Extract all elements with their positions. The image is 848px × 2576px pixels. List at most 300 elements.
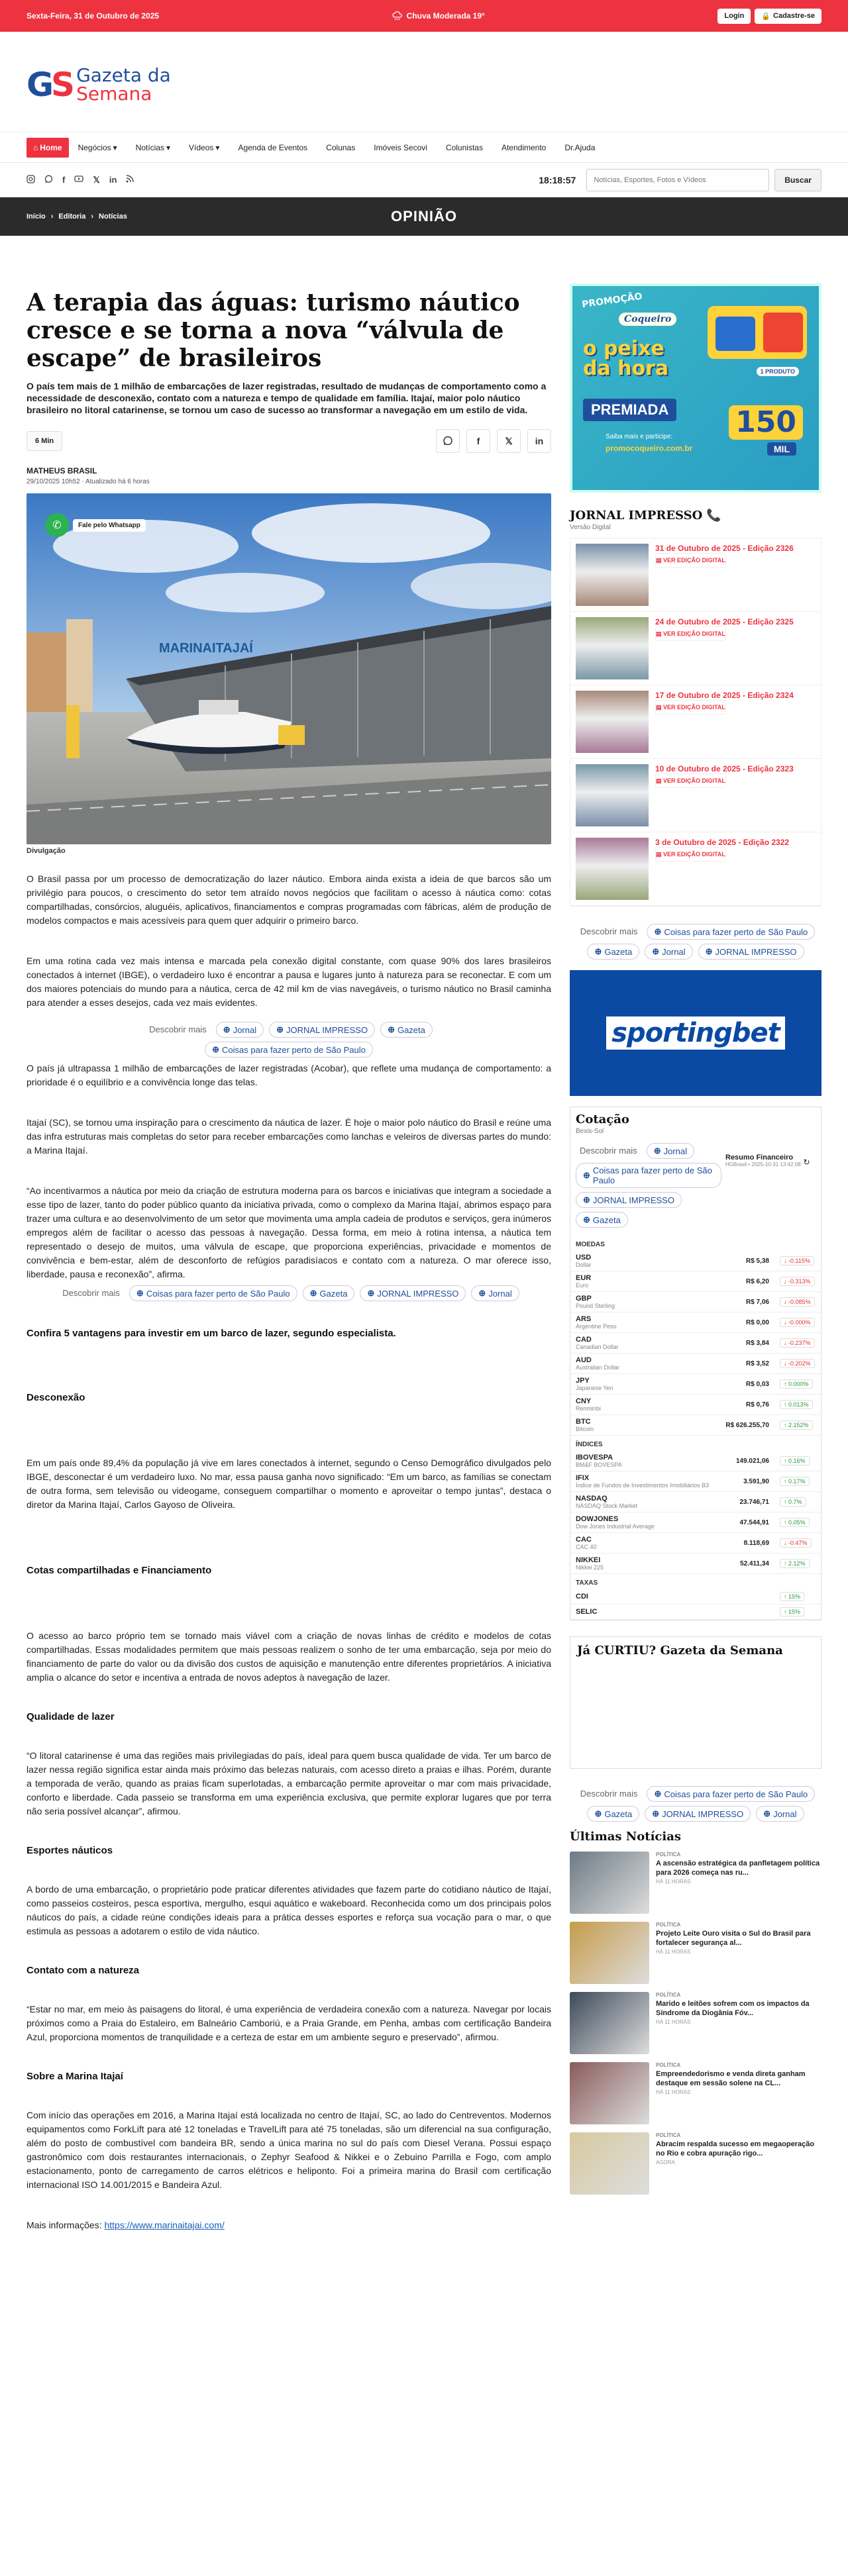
quote-value: R$ 5,38 <box>672 1251 774 1271</box>
article-body <box>26 872 551 2232</box>
nav-item-dr-ajuda[interactable] <box>555 138 604 158</box>
rss-icon[interactable] <box>126 175 134 185</box>
quote-change-value: 0.7% <box>788 1499 802 1505</box>
nav-item-label: Agenda de Eventos <box>238 142 308 152</box>
share-linkedin-icon[interactable]: in <box>527 429 551 453</box>
quote-value: R$ 0,03 <box>672 1374 774 1395</box>
share-facebook-icon[interactable]: f <box>466 429 490 453</box>
refresh-icon[interactable]: ↻ <box>803 1158 810 1167</box>
quote-change-value: -0.47% <box>788 1540 808 1546</box>
news-headline: Projeto Leite Ouro visita o Sul do Brasil para fortalecer segurança al... <box>656 1930 811 1947</box>
edition-info <box>655 838 816 900</box>
signup-button[interactable] <box>755 9 822 24</box>
quote-name-cell <box>570 1374 672 1395</box>
discover-chip-label: Coisas para fazer perto de São Paulo <box>592 1165 712 1185</box>
nav-item-colunistas[interactable] <box>437 138 492 158</box>
quote-value: R$ 3,52 <box>672 1354 774 1374</box>
nav-item-atendimento[interactable] <box>492 138 555 158</box>
site-logo[interactable] <box>26 66 822 103</box>
discover-chip-label: Jornal <box>663 1146 688 1156</box>
quote-change-cell <box>774 1533 821 1554</box>
breadcrumb-editoria[interactable]: Editoria <box>58 213 86 221</box>
news-headline: A ascensão estratégica da panfletagem política para 2026 começa nas ru... <box>656 1859 820 1877</box>
quote-change <box>780 1518 810 1527</box>
taxas-label: TAXAS <box>576 1579 598 1587</box>
quote-value: 8.118,69 <box>727 1533 774 1554</box>
social-search-bar <box>0 163 848 197</box>
jornal-subtitle: Versão Digital <box>570 524 611 531</box>
discover-more-cotacao <box>576 1143 721 1228</box>
edition-thumbnail[interactable] <box>576 838 649 900</box>
cotacao-subtitle: Bexis-Sol <box>576 1128 604 1135</box>
quote-row <box>570 1451 821 1471</box>
quote-change-cell <box>774 1395 821 1415</box>
section-strip <box>0 197 848 236</box>
quote-value: 149.021,06 <box>727 1451 774 1471</box>
quote-row <box>570 1492 821 1512</box>
section-heading: Esportes náuticos <box>26 1845 113 1856</box>
discover-chip[interactable] <box>647 924 815 940</box>
plus-icon: ⊕ <box>478 1288 486 1298</box>
view-edition-button[interactable] <box>655 553 726 568</box>
moedas-table <box>570 1251 821 1436</box>
quote-change-value: -0.237% <box>788 1340 811 1346</box>
quote-row <box>570 1354 821 1374</box>
search-button[interactable]: Buscar <box>774 169 822 191</box>
edition-title[interactable]: 3 de Outubro de 2025 - Edição 2322 <box>655 838 790 847</box>
news-category: POLÍTICA <box>656 1922 681 1928</box>
view-edition-label: VER EDIÇÃO DIGITAL <box>663 630 725 637</box>
news-category: POLÍTICA <box>656 2062 681 2068</box>
quote-name-cell <box>570 1271 672 1292</box>
nav-item-agenda-de-eventos[interactable] <box>229 138 317 158</box>
ad-banner-sportingbet[interactable] <box>570 970 822 1096</box>
discover-chip[interactable] <box>647 1143 694 1159</box>
share-x-icon[interactable]: 𝕏 <box>497 429 521 453</box>
discover-chip[interactable] <box>303 1285 355 1301</box>
view-edition-label: VER EDIÇÃO DIGITAL <box>663 704 725 711</box>
quote-code: USD <box>576 1254 592 1262</box>
facebook-icon[interactable]: f <box>62 174 66 185</box>
arrow-up-icon: ↑ <box>784 1593 789 1600</box>
news-text <box>656 1852 822 1914</box>
edition-title[interactable]: 24 de Outubro de 2025 - Edição 2325 <box>655 617 794 626</box>
quote-change <box>780 1318 815 1327</box>
quote-name-cell <box>570 1451 727 1471</box>
arrow-down-icon: ↓ <box>784 1540 789 1546</box>
quote-name-cell <box>570 1251 672 1271</box>
quote-change-cell <box>774 1471 821 1492</box>
discover-more-label: Descobrir mais <box>580 1789 638 1799</box>
plus-icon: ⊕ <box>653 1146 661 1156</box>
login-button[interactable]: Login <box>717 9 751 24</box>
quote-change <box>780 1477 810 1486</box>
news-item[interactable] <box>570 2132 822 2195</box>
discover-chip-label: Coisas para fazer perto de São Paulo <box>222 1044 366 1055</box>
quote-code: SELIC <box>576 1608 598 1616</box>
arrow-up-icon: ↑ <box>784 1422 789 1428</box>
quote-name: Australian Dollar <box>576 1364 620 1371</box>
discover-more-sidebar-b <box>570 1786 822 1822</box>
plus-icon: ⊕ <box>583 1214 590 1224</box>
edition-thumbnail[interactable] <box>576 544 649 606</box>
marina-link[interactable]: https://www.marinaitajai.com/ <box>104 2220 225 2230</box>
discover-chip-label: JORNAL IMPRESSO <box>592 1195 674 1205</box>
discover-chip-label: Jornal <box>662 946 686 957</box>
nav-item-not-cias[interactable] <box>127 138 180 158</box>
edition-thumbnail[interactable] <box>576 617 649 679</box>
jornal-title: JORNAL IMPRESSO 📞 <box>570 509 721 522</box>
quote-name: Índice de Fundos de Investimentos Imobiliários B3 <box>576 1482 710 1489</box>
article-main <box>26 236 551 2232</box>
quote-value: R$ 6,20 <box>672 1271 774 1292</box>
nav-item-colunas[interactable] <box>317 138 364 158</box>
discover-chip[interactable] <box>471 1285 519 1301</box>
quote-change-cell <box>774 1313 821 1333</box>
quote-row <box>570 1605 821 1620</box>
quote-change <box>780 1338 815 1348</box>
news-category: POLÍTICA <box>656 1992 681 1998</box>
article-author: MATHEUS BRASIL <box>26 466 97 475</box>
quote-name: Canadian Dollar <box>576 1344 619 1350</box>
doc-icon: ▤ <box>656 704 664 711</box>
news-time: HÁ 11 HORAS <box>656 2089 691 2095</box>
view-edition-button[interactable] <box>655 626 726 641</box>
youtube-icon[interactable] <box>74 175 83 185</box>
discover-chip[interactable] <box>587 1806 639 1822</box>
arrow-up-icon: ↑ <box>784 1609 789 1615</box>
quote-change <box>780 1359 815 1368</box>
quote-change-cell <box>774 1512 821 1533</box>
building-sign: MARINAITAJAÍ <box>159 641 253 656</box>
edition-title[interactable]: 17 de Outubro de 2025 - Edição 2324 <box>655 691 794 700</box>
quote-code: CDI <box>576 1593 588 1601</box>
quote-name-cell <box>570 1313 672 1333</box>
chevron-down-icon: ▾ <box>166 142 171 152</box>
quote-value: 47.544,91 <box>727 1512 774 1533</box>
doc-icon: ▤ <box>656 777 664 784</box>
discover-more-label: Descobrir mais <box>580 926 638 936</box>
photo-caption: Divulgação <box>26 847 66 855</box>
logo-wordmark: Gazeta da Semana <box>76 64 171 105</box>
section-heading: Desconexão <box>26 1392 85 1403</box>
read-time-badge: 6 Min <box>26 431 62 451</box>
nav-item-im-veis-secovi[interactable] <box>364 138 437 158</box>
news-category: POLÍTICA <box>656 1852 681 1858</box>
plus-icon: ⊕ <box>136 1288 144 1298</box>
quote-code: CNY <box>576 1397 592 1405</box>
quote-row <box>570 1313 821 1333</box>
news-headline: Marido e leitões sofrem com os impactos da Síndrome da Diogânia Fóv... <box>656 2000 810 2017</box>
quote-name: CAC 40 <box>576 1544 597 1550</box>
view-edition-button[interactable] <box>655 700 726 715</box>
nav-item-label: Colunistas <box>445 142 483 152</box>
quote-change <box>780 1607 804 1616</box>
plus-icon: ⊕ <box>309 1288 317 1298</box>
paragraph: Em um país onde 89,4% da população já vive em lares conectados à internet, segundo o Censo Demográfico divulgados pelo IBGE, desconectar é um verdadeiro luxo. No mar, essa pausa ganha novo significado: “Em um barco, as famílias se conectam de outra forma, sem televisão ou videogame, conseguem compartilhar o momento e aproveitar o tempo juntas”, destaca o diretor da Marina Itajaí, Carlos Gayoso de Oliveira. <box>26 1458 551 1510</box>
discover-chip-label: Gazeta <box>592 1214 621 1225</box>
quote-change-cell <box>774 1605 821 1620</box>
discover-chip[interactable] <box>645 944 692 960</box>
discover-chip[interactable] <box>576 1163 721 1188</box>
discover-chip[interactable] <box>129 1285 297 1301</box>
discover-chip[interactable] <box>647 1786 815 1802</box>
quote-code: IBOVESPA <box>576 1454 613 1461</box>
chevron-down-icon: ▾ <box>113 142 117 152</box>
quote-value <box>723 1589 774 1605</box>
weather-widget <box>392 11 485 21</box>
quote-code: EUR <box>576 1274 592 1282</box>
section-heading: Contato com a natureza <box>26 1965 140 1976</box>
breadcrumb-home[interactable]: Início <box>26 213 46 221</box>
quote-code: NIKKEI <box>576 1556 601 1564</box>
edition-title[interactable]: 10 de Outubro de 2025 - Edição 2323 <box>655 764 794 773</box>
paragraph: O acesso ao barco próprio tem se tornado mais viável com a criação de novas linhas de crédito e modelos de cotas compartilhadas. Essas modalidades permitem que mais pessoas realizem o sonho de ter uma embarcação, seja por meio do financiamento de parte do valor ou da divisão dos custos de aquisição e manutenção entre diferentes proprietários. A iniciativa amplia o alcance do setor e incentiva a entrada de novos adeptos à navegação de lazer. <box>26 1630 551 1683</box>
quote-change-cell <box>774 1492 821 1512</box>
news-time: AGORA <box>656 2159 675 2165</box>
discover-chip[interactable] <box>216 1022 264 1038</box>
paragraph: A bordo de uma embarcação, o proprietário pode praticar diferentes atividades que fazem parte do cotidiano náutico de Itajaí, como passeios costeiros, pesca esportiva, mergulho, esqui aquático e wakeboard. Reconhecida como um dos principais polos náuticos do país, a cidade reúne condições ideais para a prática desses esportes e reforça sua vocação para o mar, o que estimula as pessoas a adotarem o estilo de vida náutico. <box>26 1884 551 1936</box>
discover-chip[interactable] <box>360 1285 466 1301</box>
quote-code: CAC <box>576 1536 592 1544</box>
edition-info <box>655 764 816 826</box>
plus-icon: ⊕ <box>367 1288 375 1298</box>
linkedin-icon[interactable]: in <box>109 174 117 185</box>
view-edition-button[interactable] <box>655 773 726 788</box>
discover-more-label: Descobrir mais <box>580 1146 637 1156</box>
plus-icon: ⊕ <box>276 1024 284 1034</box>
discover-chip-label: JORNAL IMPRESSO <box>286 1024 368 1035</box>
quote-change-cell <box>774 1374 821 1395</box>
main-nav <box>0 132 848 163</box>
edition-info <box>655 617 816 679</box>
x-twitter-icon[interactable]: 𝕏 <box>93 174 100 185</box>
discover-chip[interactable] <box>269 1022 375 1038</box>
quote-change-cell <box>774 1589 821 1605</box>
quote-change-value: 15% <box>788 1609 801 1615</box>
whatsapp-label: Fale pelo Whatsapp <box>73 519 146 532</box>
plus-icon: ⊕ <box>594 946 602 956</box>
news-thumbnail <box>570 1852 649 1914</box>
quote-value: 52.411,34 <box>727 1554 774 1574</box>
paragraph: Em uma rotina cada vez mais intensa e marcada pela conexão digital constante, com quase 90% dos lares brasileiros conectados à internet (IBGE), o verdadeiro luxo é encontrar a pausa e lugares junto à natureza para se reconectar. E com um dos maiores potenciais do mundo para a náutica, cerca de 42 mil km de vias navegáveis, o turismo náutico no Brasil caminha para atender a esses desejos, cada vez mais evidentes. <box>26 956 551 1008</box>
view-edition-label: VER EDIÇÃO DIGITAL <box>663 557 725 564</box>
discover-chip[interactable] <box>576 1192 682 1208</box>
news-item[interactable] <box>570 1852 822 1914</box>
discover-chip-label: Coisas para fazer perto de São Paulo <box>146 1288 290 1299</box>
quote-code: BTC <box>576 1418 591 1426</box>
home-icon: ⌂ <box>33 142 38 152</box>
quote-name: Renminbi <box>576 1405 602 1412</box>
news-text <box>656 2132 822 2195</box>
quote-value: R$ 626.255,70 <box>672 1415 774 1436</box>
discover-chip[interactable] <box>645 1806 751 1822</box>
news-item[interactable] <box>570 2062 822 2124</box>
quote-change-value: 0.16% <box>788 1458 806 1464</box>
arrow-up-icon: ↑ <box>784 1401 789 1408</box>
sportingbet-logo: sportingbet <box>606 1016 784 1050</box>
quote-name: Nikkei 225 <box>576 1564 604 1571</box>
plus-icon: ⊕ <box>594 1808 602 1818</box>
quote-name-cell <box>570 1354 672 1374</box>
resumo-title: Resumo Financeiro <box>725 1154 794 1162</box>
plus-icon: ⊕ <box>652 946 660 956</box>
cotacao-panel <box>570 1107 822 1620</box>
paragraph: Itajaí (SC), se tornou uma inspiração para o crescimento da náutica de lazer. É hoje o maior polo náutico do Brasil e reúne uma das infra estruturas mais completas do setor para receber embarcações como lanchas e veleiros de diversas partes do mundo: a Marina Itajaí. <box>26 1117 551 1156</box>
quote-code: AUD <box>576 1356 592 1364</box>
discover-chip[interactable] <box>576 1212 628 1228</box>
arrow-up-icon: ↑ <box>784 1381 789 1387</box>
quote-change-value: -0.313% <box>788 1278 811 1285</box>
news-time: HÁ 11 HORAS <box>656 2019 691 2025</box>
quote-change-cell <box>774 1251 821 1271</box>
ultimas-title: Últimas Notícias <box>570 1830 682 1844</box>
news-text <box>656 2062 822 2124</box>
doc-icon: ▤ <box>656 557 664 564</box>
quote-value: 23.746,71 <box>727 1492 774 1512</box>
plus-icon: ⊕ <box>652 1808 660 1818</box>
curtiu-panel <box>570 1636 822 1769</box>
view-edition-button[interactable] <box>655 847 726 862</box>
quote-row <box>570 1533 821 1554</box>
quote-change-cell <box>774 1271 821 1292</box>
quote-change <box>780 1456 810 1465</box>
quote-name-cell <box>570 1554 727 1574</box>
quote-row <box>570 1471 821 1492</box>
social-icons <box>26 175 134 185</box>
quote-change <box>780 1379 813 1389</box>
news-text <box>656 1992 822 2054</box>
edition-info <box>655 691 816 753</box>
plus-icon: ⊕ <box>223 1024 231 1034</box>
indices-table <box>570 1451 821 1574</box>
nav-item-label: Home <box>40 142 62 152</box>
edition-item <box>570 759 821 832</box>
section-heading: Qualidade de lazer <box>26 1711 115 1722</box>
news-thumbnail <box>570 1992 649 2054</box>
discover-chip[interactable] <box>205 1042 373 1058</box>
view-edition-label: VER EDIÇÃO DIGITAL <box>663 777 725 784</box>
arrow-down-icon: ↓ <box>784 1360 789 1367</box>
discover-chip[interactable] <box>756 1806 804 1822</box>
discover-chip-label: Coisas para fazer perto de São Paulo <box>664 926 808 937</box>
share-whatsapp-icon[interactable] <box>436 429 460 453</box>
arrow-up-icon: ↑ <box>784 1499 789 1505</box>
quote-code: DOWJONES <box>576 1515 619 1523</box>
more-info-label: Mais informações: <box>26 2220 102 2230</box>
edition-thumbnail[interactable] <box>576 691 649 753</box>
quote-name-cell <box>570 1292 672 1313</box>
article-title: A terapia das águas: turismo náutico cresce e se torna a nova “válvula de escape” de brasileiros <box>26 289 520 372</box>
quote-row <box>570 1512 821 1533</box>
top-bar <box>0 0 848 32</box>
edition-info <box>655 544 816 606</box>
discover-more-1 <box>26 1022 551 1058</box>
instagram-icon[interactable] <box>26 175 35 185</box>
discover-more-label: Descobrir mais <box>149 1024 207 1034</box>
quote-value: R$ 7,06 <box>672 1292 774 1313</box>
quote-change-value: 2.12% <box>788 1560 806 1567</box>
nav-item-label: Imóveis Secovi <box>374 142 427 152</box>
discover-chip-label: Coisas para fazer perto de São Paulo <box>664 1789 808 1799</box>
arrow-up-icon: ↑ <box>784 1458 789 1464</box>
quote-value: R$ 0,00 <box>672 1313 774 1333</box>
ad-banner-coqueiro[interactable]: PROMOÇÃO Coqueiro o peixe da hora PREMIADA Saiba mais e participe: promocoqueiro.com.br 1 PRODUTO 150 MIL <box>570 283 822 493</box>
resumo-subtitle: HGBrasil • 2025-10-31 13:42:08 <box>725 1162 801 1167</box>
nav-item-home[interactable] <box>26 138 69 158</box>
plus-icon: ⊕ <box>212 1044 220 1054</box>
quote-change-value: -0.202% <box>788 1360 811 1367</box>
nav-item-v-deos[interactable] <box>180 138 229 158</box>
discover-chip-label: Gazeta <box>319 1288 348 1299</box>
sidebar <box>570 236 822 2232</box>
curtiu-title: Já CURTIU? Gazeta da Semana <box>577 1644 783 1658</box>
discover-chip-label: JORNAL IMPRESSO <box>377 1288 459 1299</box>
plus-icon: ⊕ <box>763 1808 771 1818</box>
discover-chip[interactable] <box>587 944 639 960</box>
edition-title[interactable]: 31 de Outubro de 2025 - Edição 2326 <box>655 544 794 553</box>
news-headline: Abracim respalda sucesso em megaoperação no Rio e cobra apuração rigo... <box>656 2140 815 2157</box>
nav-item-label: Notícias <box>135 142 165 152</box>
chevron-right-icon: › <box>91 213 94 221</box>
discover-chip-label: Jornal <box>488 1288 512 1299</box>
discover-chip[interactable] <box>380 1022 433 1038</box>
quote-code: CAD <box>576 1336 592 1344</box>
discover-chip-label: JORNAL IMPRESSO <box>715 946 797 957</box>
quote-change-value: -0.115% <box>788 1258 810 1264</box>
quote-name: Dow Jones Industrial Average <box>576 1523 655 1530</box>
quote-name-cell <box>570 1492 727 1512</box>
arrow-up-icon: ↑ <box>784 1519 789 1526</box>
quote-change-value: 2.152% <box>788 1422 809 1428</box>
discover-chip-label: Jornal <box>773 1808 797 1819</box>
quote-change-cell <box>774 1415 821 1436</box>
news-item[interactable] <box>570 1922 822 1984</box>
news-time: HÁ 11 HORAS <box>656 1949 691 1955</box>
quote-name-cell <box>570 1395 672 1415</box>
whatsapp-icon[interactable] <box>44 175 53 185</box>
nav-item-label: Colunas <box>326 142 356 152</box>
search-input[interactable] <box>586 169 769 191</box>
quote-value: 3.591,90 <box>727 1471 774 1492</box>
quote-change <box>780 1277 815 1286</box>
quote-change-value: 0.013% <box>788 1401 809 1408</box>
lock-icon: 🔒 <box>761 12 771 21</box>
whatsapp-contact-button[interactable] <box>45 513 146 537</box>
quote-name-cell <box>570 1605 723 1620</box>
indices-label: ÍNDICES <box>576 1441 603 1448</box>
discover-chip-label: Gazeta <box>397 1024 425 1035</box>
quote-row <box>570 1589 821 1605</box>
nav-item-label: Negócios <box>78 142 111 152</box>
paragraph: O Brasil passa por um processo de democratização do lazer náutico. Embora ainda exista a ideia de que barcos são um privilégio para poucos, o crescimento do setor tem atraído novos negócios que facilitam o acesso à náutica como: cotas compartilhadas, consórcios, aluguéis, aplicativos, financiamentos e compras programadas com fábricas, além de produção de modelos compactos e mais acessíveis para quem quer adquirir o primeiro barco. <box>26 873 551 926</box>
plus-icon: ⊕ <box>583 1170 590 1180</box>
news-item[interactable] <box>570 1992 822 2054</box>
edition-thumbnail[interactable] <box>576 764 649 826</box>
arrow-up-icon: ↑ <box>784 1560 789 1567</box>
current-date: Sexta-Feira, 31 de Outubro de 2025 <box>26 11 160 21</box>
paragraph: Com início das operações em 2016, a Marina Itajaí está localizada no centro de Itajaí, SC, ao lado do Centreventos. Modernos equipamentos como ForkLift para até 12 toneladas e TravelLift para até 75 toneladas, são um diferencial na sua configuração, além do posto de combustível com bandeira BR, sendo a única marina no sul do país com Diesel Verana. Possui espaço gastronômico com dois restaurantes internacionais, o Zephyr Seafood & Nikkei e o Zebuino Parrilla e Fogo, com amplo estacionamento, ponto de carregamento de carros elétricos e heliponto. Foi a primeira marina do Brasil com certificação internacional ISO 14.001/2015 e Bandeira Azul. <box>26 2110 551 2190</box>
weather-text: Chuva Moderada 19° <box>406 11 485 21</box>
nav-item-neg-cios[interactable] <box>69 138 127 158</box>
quote-change <box>780 1559 810 1568</box>
nav-item-label: Vídeos <box>189 142 214 152</box>
breadcrumb-noticias[interactable]: Notícias <box>99 213 127 221</box>
quote-row <box>570 1271 821 1292</box>
discover-chip[interactable] <box>698 944 804 960</box>
quote-change <box>780 1538 812 1548</box>
discover-more-label: Descobrir mais <box>62 1288 120 1298</box>
